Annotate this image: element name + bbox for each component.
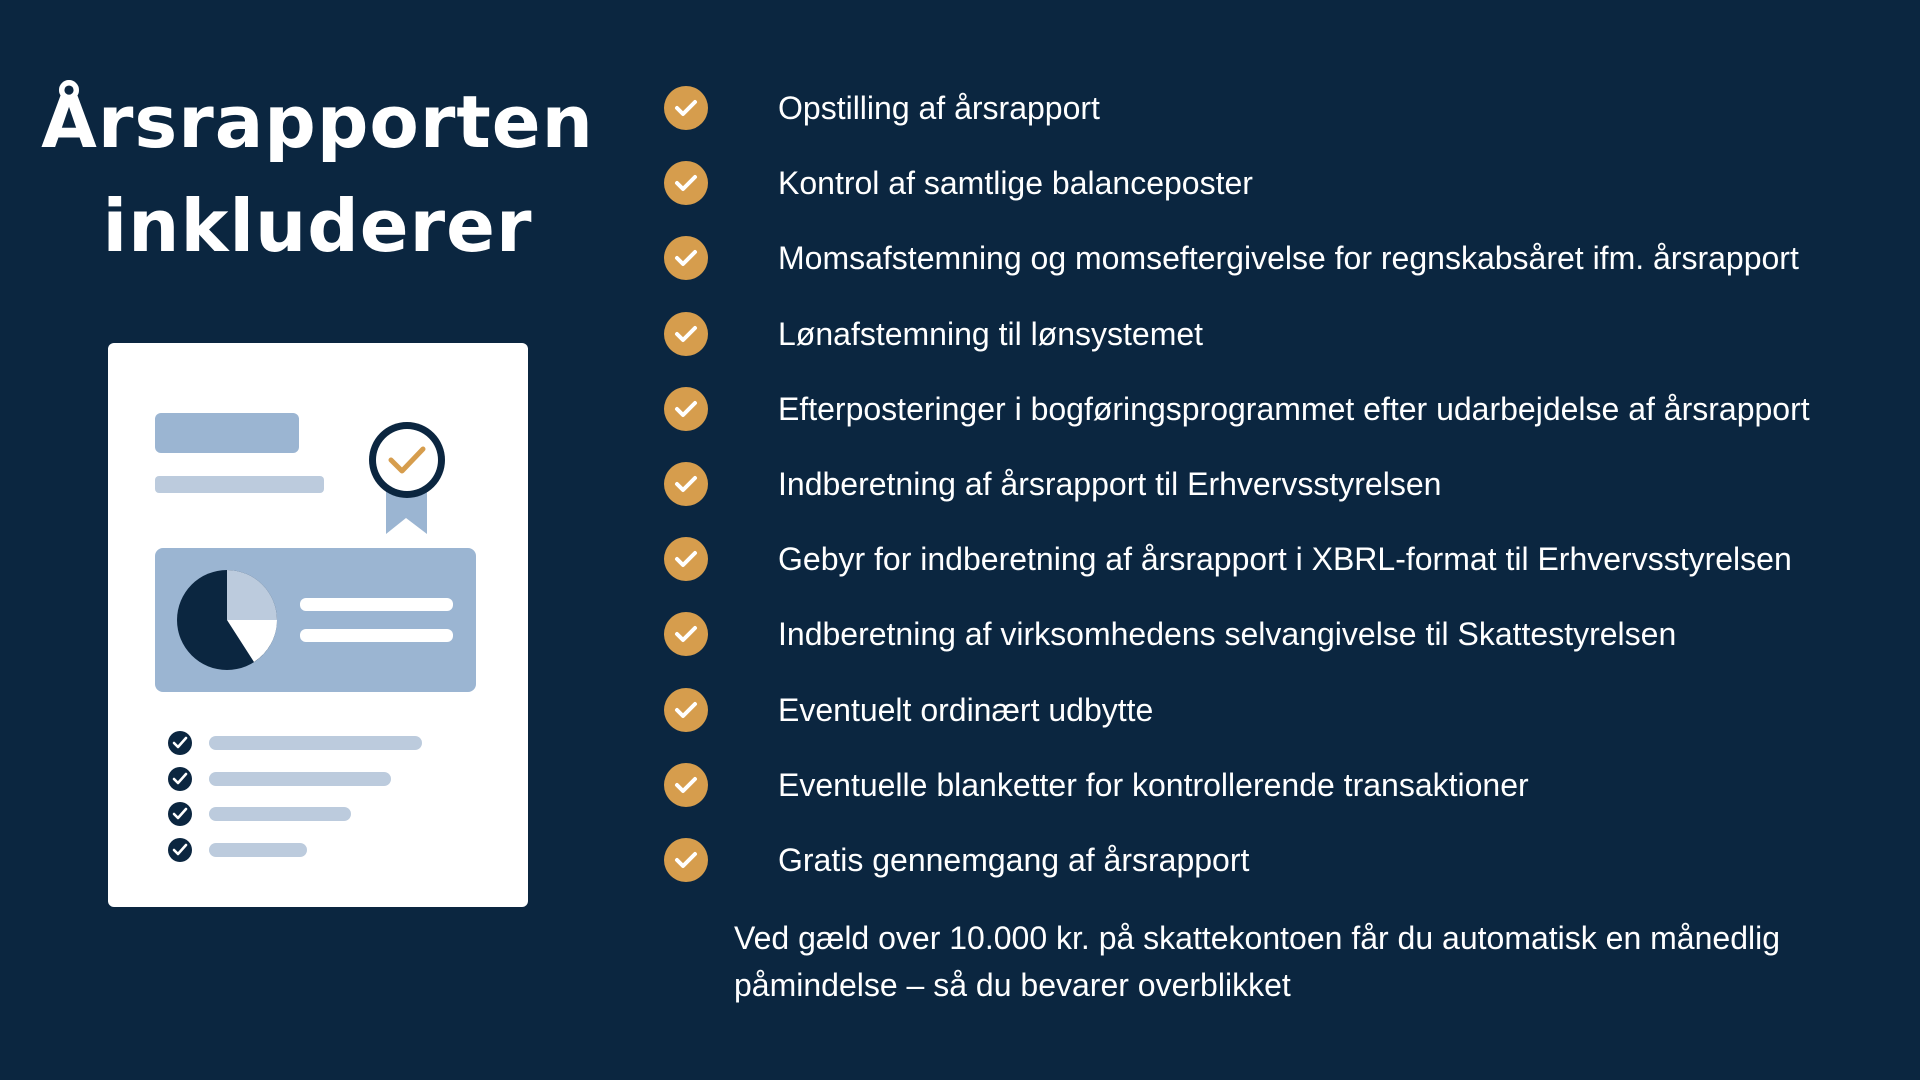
checklist-line	[209, 772, 391, 786]
list-item	[664, 236, 1810, 311]
list-item	[664, 161, 1810, 236]
list-item	[664, 612, 1810, 687]
list-item-label: Opstilling af årsrapport	[778, 90, 1100, 126]
list-item-label: Momsafstemning og momseftergivelse for regnskabsåret ifm. årsrapport	[778, 240, 1799, 277]
annual-report-illustration	[108, 343, 528, 907]
panel-line	[300, 598, 453, 611]
list-item	[664, 387, 1810, 462]
list-item-label: Indberetning af virksomhedens selvangivelse til Skattestyrelsen	[778, 616, 1677, 653]
list-item-label: Kontrol af samtlige balanceposter	[778, 165, 1253, 202]
check-circle-icon	[664, 612, 708, 656]
check-circle-icon	[664, 462, 708, 506]
page-title-line-1: Årsrapporten	[41, 80, 594, 164]
checklist-line	[209, 807, 351, 821]
document-subtitle-line	[155, 476, 324, 493]
list-item	[664, 462, 1810, 537]
pie-chart-icon	[177, 570, 277, 670]
check-circle-icon	[664, 161, 708, 205]
list-item	[664, 86, 1810, 161]
list-item-label: Eventuelle blanketter for kontrollerende transaktioner	[778, 766, 1529, 803]
panel-line	[300, 629, 453, 642]
tax-account-reminder-note: Ved gæld over 10.000 kr. på skattekontoen får du automatisk en månedlig påmindelse – så du bevarer overblikket	[734, 920, 1780, 1003]
list-item-label: Indberetning af årsrapport til Erhvervsstyrelsen	[778, 465, 1442, 502]
list-item-label: Eventuelt ordinært udbytte	[778, 691, 1154, 728]
list-item-label: Gratis gennemgang af årsrapport	[778, 841, 1250, 878]
list-item-label: Efterposteringer i bogføringsprogrammet efter udarbejdelse af årsrapport	[778, 390, 1810, 427]
check-circle-icon	[664, 86, 708, 130]
checklist-line	[209, 736, 422, 750]
list-item	[664, 763, 1810, 838]
list-item	[664, 688, 1810, 763]
document-title-block	[155, 413, 299, 453]
list-item	[664, 537, 1810, 612]
list-item	[664, 838, 1810, 913]
check-circle-icon	[664, 838, 708, 882]
list-item-label: Lønafstemning til lønsystemet	[778, 315, 1204, 352]
included-services-list	[664, 86, 1810, 913]
check-circle-icon	[664, 763, 708, 807]
check-circle-icon	[664, 688, 708, 732]
list-item	[664, 312, 1810, 387]
check-circle-icon	[664, 387, 708, 431]
page-title-line-2: inkluderer	[102, 184, 533, 268]
page-title	[40, 70, 595, 278]
list-item-label: Gebyr for indberetning af årsrapport i XBRL-format til Erhvervsstyrelsen	[778, 541, 1792, 578]
check-circle-icon	[664, 312, 708, 356]
annual-report-document-icon	[108, 343, 528, 907]
check-circle-icon	[664, 537, 708, 581]
check-circle-icon	[664, 236, 708, 280]
checklist-line	[209, 843, 307, 857]
